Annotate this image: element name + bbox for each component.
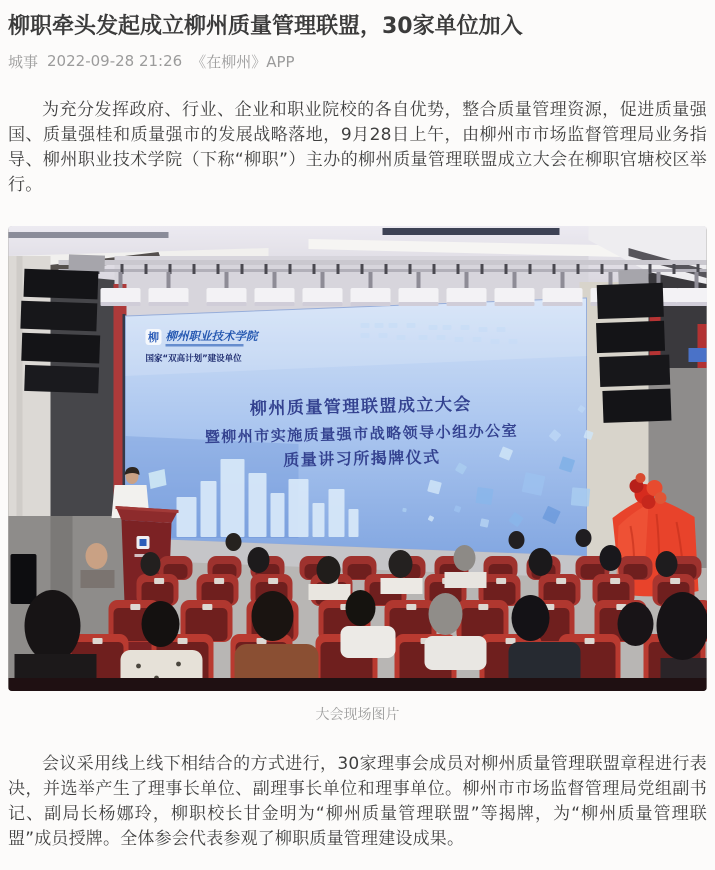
conference-photo[interactable] <box>8 226 707 691</box>
screen-title-line3: 质量讲习所揭牌仪式 <box>283 447 441 470</box>
paragraph-2: 会议采用线上线下相结合的方式进行，30家理事会成员对柳州质量管理联盟章程进行表决，并选举产生了理事长单位、副理事长单位和理事单位。柳州市市场监督管理局党组副书记、副局长杨娜玲，柳职校长甘金明为“柳州质量管理联盟”等揭牌，为“柳州质量管理联盟”成员授牌。全体参会代表参观了柳职质量管理建设成果。 <box>8 753 707 849</box>
meta-datetime: 2022-09-28 21:26 <box>47 52 183 71</box>
college-logo-mark: 柳 <box>148 330 159 344</box>
meta-source-app: 《在柳州》APP <box>191 52 295 71</box>
projection-screen <box>123 298 594 556</box>
photo-caption: 大会现场图片 <box>315 706 400 723</box>
college-logo-subtitle: 国家“双高计划”建设单位 <box>145 353 242 364</box>
left-speaker-array <box>18 252 105 393</box>
screen-title-line1: 柳州质量管理联盟成立大会 <box>249 394 473 420</box>
meta-category: 城事 <box>8 52 39 71</box>
article-figure <box>8 226 707 724</box>
college-logo-name: 柳州职业技术学院 <box>165 328 258 343</box>
paragraph-1: 为充分发挥政府、行业、企业和职业院校的各自优势，整合质量管理资源，促进质量强国、质量强桂和质量强市的发展战略落地，9月28日上午，由柳州市市场监督管理局业务指导、柳州职业技术学院（下称“柳职”）主办的柳州质量管理联盟成立大会在柳职官塘校区举行。 <box>8 99 707 195</box>
floor-monitor-speaker <box>11 554 37 604</box>
screen-title-line2: 暨柳州市实施质量强市战略领导小组办公室 <box>204 421 519 446</box>
article-meta <box>8 51 707 72</box>
right-speaker-array <box>594 268 671 422</box>
article-title: 柳职牵头发起成立柳州质量管理联盟，30家单位加入 <box>8 14 523 39</box>
